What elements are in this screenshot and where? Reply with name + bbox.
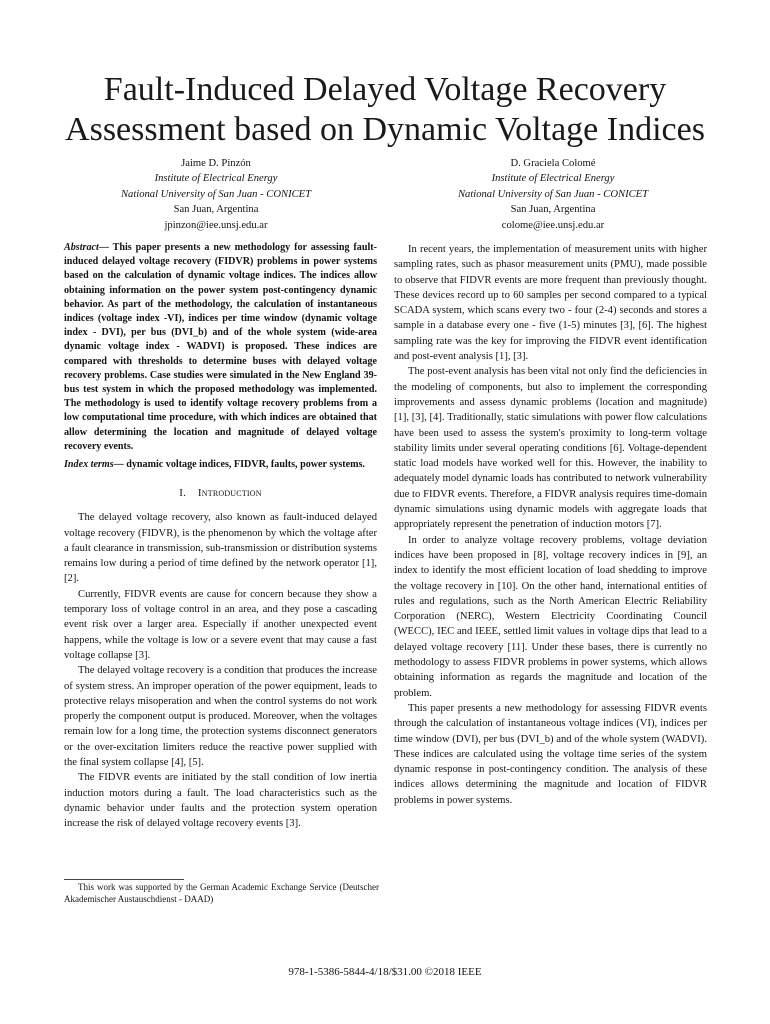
- abstract: [64, 241, 377, 454]
- paper-title: [40, 70, 730, 150]
- body-paragraph: In recent years, the implementation of measurement units with higher sampling rates, such as phasor measurement units (PMU), made possible to observe that FIDVR events are more frequent than previously thought. These devices record up to 60 samples per second compared to a typical SCADA system, which scans every two - four (2-4) seconds and stores a sample in a database every one - five (1-5) minutes [3], [6]. The highest sampling rate was the key for improving the FIDVR event identification and post-event analysis [1], [3].: [394, 244, 707, 363]
- body-paragraph: The delayed voltage recovery is a condition that produces the increase of system stress. An improper operation of the power equipment, leads to protective relays misoperation and when the control systems do not work properly the component output is produced. Moreover, when the voltages remain low for a long time, the protection systems disconnect generators or the over-excitation limiters reduce the reactive power supplied with the final system collapse [4], [5].: [64, 665, 377, 768]
- section-number: I.: [179, 487, 187, 500]
- author-affiliation: National University of San Juan - CONICET: [457, 188, 649, 200]
- body-paragraph: Currently, FIDVR events are cause for concern because they show a temporary loss of voltage control in an area, and they pose a cascading event risk over a larger area. Especially if another unexpected event happens, while the voltage is low or a severe event that may cause a fast voltage collapse [3].: [64, 588, 377, 661]
- body-paragraph: The FIDVR events are initiated by the stall condition of low inertia induction motors during a fault. The load characteristics such as the dynamic behavior under faults and the protection system operation increase the risk of delayed voltage recovery events [3].: [64, 772, 377, 830]
- left-column: [64, 241, 377, 831]
- footnote-divider: [64, 879, 184, 880]
- index-terms: [64, 458, 377, 472]
- author-location: San Juan, Argentina: [510, 204, 596, 216]
- author-affiliation: National University of San Juan - CONICET: [120, 188, 312, 200]
- page-footer: 978-1-5386-5844-4/18/$31.00 ©2018 IEEE: [288, 966, 482, 978]
- index-terms-text: — dynamic voltage indices, FIDVR, faults, power systems.: [113, 459, 365, 471]
- author-affiliation: Institute of Electrical Energy: [491, 173, 615, 185]
- index-terms-label: Index terms: [64, 459, 114, 471]
- author-name: Jaime D. Pinzón: [181, 158, 251, 169]
- section-title: Introduction: [197, 487, 262, 500]
- body-paragraph: The post-event analysis has been vital not only find the deficiencies in the modeling of components, but also to implement the corresponding improvements and assess dynamic problems (location and magnitude) [1], [3], [4]. Traditionally, static simulations with power flow calculations have been used to assess the system's proximity to long-term voltage stability limits under several operating conditions [6]. Voltage-dependent static load models have worked well for this. However, the inability to adequately model dynamic loads has contributed to network vulnerability due to FIDVR events. Therefore, a FIDVR analysis requires time-domain dynamic simulations using dynamic models with aggregate loads that appropriately represent the penetration of induction motors [7].: [394, 366, 707, 531]
- author-name: D. Graciela Colomé: [510, 158, 596, 169]
- title-line-2: Assessment based on Dynamic Voltage Indices: [65, 111, 705, 148]
- right-column: [394, 242, 707, 808]
- body-paragraph: The delayed voltage recovery, also known as fault-induced delayed voltage recovery (FIDVR), is the phenomenon by which the voltage after a fault clearance in transmission, sub-transmission or distribution systems remains low during a period of time defined by the network operator [1], [2].: [64, 512, 377, 585]
- abstract-text: — This paper presents a new methodology for assessing fault-induced delayed voltage recovery (FIDVR) problems in power systems based on the calculation of dynamic voltage indices. The indices allow obtaining information on the power system post-contingency dynamic behavior. As part of the methodology, the calculation of instantaneous indices (voltage index -VI), indices per time window (dynamic voltage index - DVI), per bus (DVI_b) and of the whole system (wide-area dynamic voltage index - WADVI) is proposed. These indices are compared with thresholds to determine buses with delayed voltage recovery problems. Case studies were simulated in the New England 39-bus test system in which the proposed methodology was implemented. The methodology is used to identify voltage recovery problems from a low computational time procedure, with which indices are obtained that allow determining the location and magnitude of delayed voltage recovery events.: [64, 242, 377, 452]
- author-email: jpinzon@iee.unsj.edu.ar: [164, 219, 268, 231]
- author-location: San Juan, Argentina: [173, 204, 259, 216]
- author-email: colome@iee.unsj.edu.ar: [501, 219, 605, 231]
- abstract-label: Abstract: [64, 242, 99, 253]
- section-heading: [64, 486, 377, 500]
- footnote: This work was supported by the German Academic Exchange Service (Deutscher Akademischer Austauschdienst - DAAD): [64, 882, 379, 905]
- body-paragraph: This paper presents a new methodology for assessing FIDVR events through the calculation of instantaneous voltage indices (VI), indices per time window (DVI), per bus (DVI_b) and of the whole system (WADVI). These indices are calculated using the voltage time series of the system dynamic response in post-contingency condition. The analysis of these indices allows determining the magnitude and location of FIDVR problems in power systems.: [394, 702, 707, 806]
- title-line-1: Fault-Induced Delayed Voltage Recovery: [103, 71, 667, 108]
- body-paragraph: In order to analyze voltage recovery problems, voltage deviation indices have been proposed in [8], voltage recovery indices in [9], an index to identify the most efficient location of load shedding to improve the voltage recovery in [10]. On the other hand, international entities of rules and regulations, such as the North American Electric Reliability Corporation (NERC), Western Electricity Coordinating Council (WECC), IEC and IEEE, settled limit values in voltage dips that lead to a delayed voltage recovery [11]. Under these bases, there is currently no methodology to assess FIDVR problems in power systems, which allows obtaining information as regards the magnitude and location of the problem.: [394, 534, 707, 699]
- author-block-2: [403, 156, 703, 233]
- author-affiliation: Institute of Electrical Energy: [154, 173, 278, 185]
- author-block-1: [66, 156, 366, 233]
